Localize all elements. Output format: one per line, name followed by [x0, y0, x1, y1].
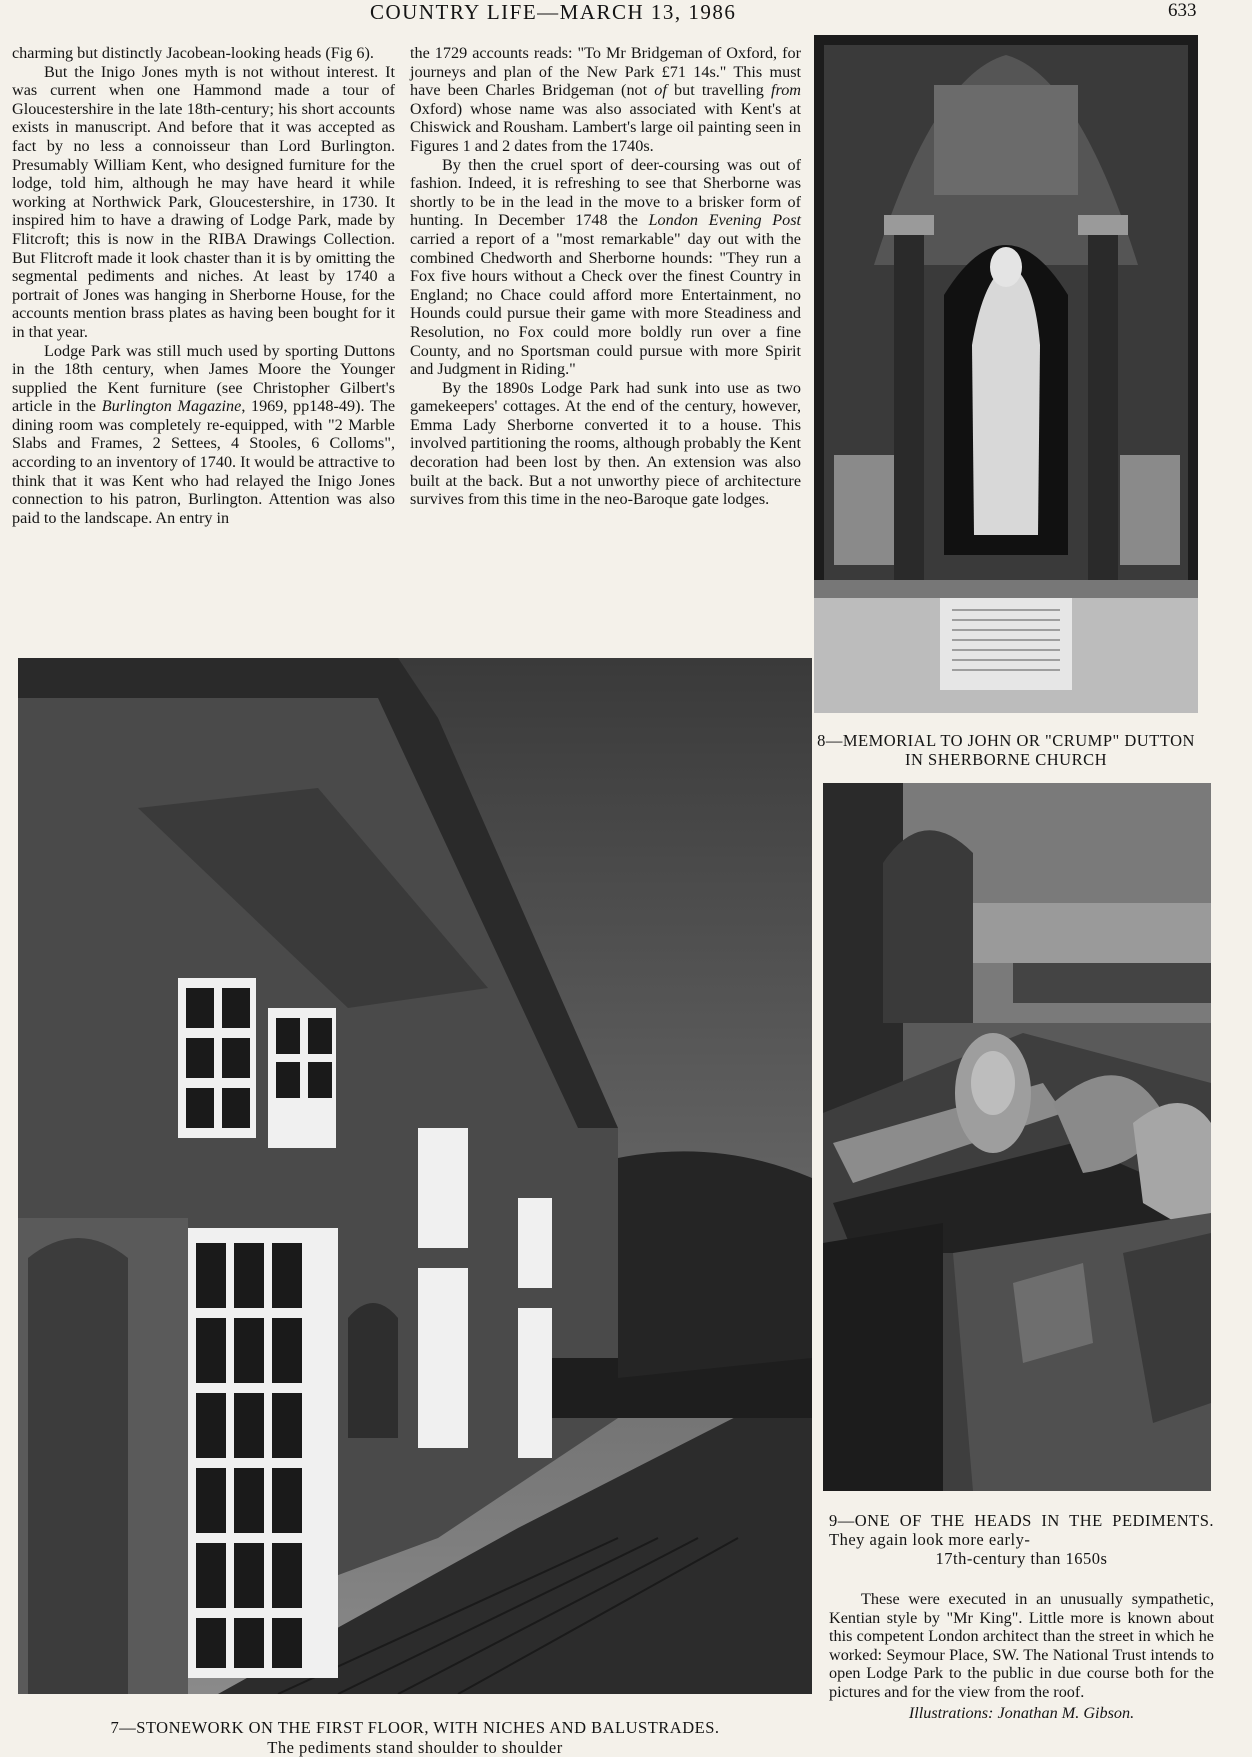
paragraph: By then the cruel sport of deer-coursing was out of fashion. Indeed, it is refreshing to see that Sherborne was shortly to be in the lead in the move to a brisker form of hunting. In December 1748 the London Evening Post carried a report of a "most remarkable" day out with the combined Chedworth and Sherborne hounds: "They run a Fox five hours without a Check over the finest Country in England; no Chace could afford more Entertainment, no Hounds could pursue their game with more Steadiness and Resolution, no Fox could more boldly run over a fine County, and no Sportsman could pursue with more Spirit and Judgment in Riding.": [410, 155, 801, 379]
figure-7-caption-line1: 7—STONEWORK ON THE FIRST FLOOR, WITH NICHES AND BALUSTRADES.: [110, 1718, 720, 1737]
memorial-illustration: [814, 35, 1198, 713]
memorial-photo: [814, 35, 1198, 713]
italic-title: London Evening Post: [648, 211, 801, 230]
paragraph: These were executed in an unusually sympathetic, Kentian style by "Mr King". Little more is known about this competent London architect than the street in which he worked: Seymour Place, SW. The National Trust intends to open Lodge Park to the public in due course both for the pictures and for the view from the roof.: [829, 1590, 1214, 1701]
text-column-1: [12, 44, 395, 527]
illustration-credit: Illustrations: Jonathan M. Gibson.: [908, 1703, 1135, 1722]
figure-8-caption: 8—MEMORIAL TO JOHN OR "CRUMP" DUTTON IN SHERBORNE CHURCH: [817, 731, 1195, 769]
figure-7-caption-line2: The pediments stand shoulder to shoulder: [267, 1738, 563, 1757]
text-column-3: [829, 1590, 1214, 1722]
running-header: [0, 0, 1252, 30]
figure-7-caption: [18, 1718, 812, 1757]
magazine-header-title: COUNTRY LIFE—MARCH 13, 1986: [370, 0, 737, 24]
paragraph: But the Inigo Jones myth is not without interest. It was current when one Hammond made a tour of Gloucestershire in the late 18th-century; his short accounts exists in manuscript. And before that it was accepted as fact by no less a connoisseur than Lord Burlington. Presumably William Kent, who designed furniture for the lodge, told him, although he may have heard it while working at Northwick Park, Gloucestershire, in 1730. It inspired him to have a drawing of Lodge Park, made by Flitcroft; this is now in the RIBA Drawings Collection. But Flitcroft made it look chaster than it is by omitting the segmental pediments and niches. At least by 1740 a portrait of Jones was hanging in Sherborne House, for the accounts mention brass plates as having been bought for it in that year.: [12, 62, 395, 341]
stonework-illustration: [18, 658, 812, 1694]
pediment-head-photo: [823, 783, 1211, 1491]
stonework-photo: [18, 658, 812, 1694]
italic-title: Burlington Magazine: [101, 397, 242, 416]
figure-9-caption-line2: 17th-century than 1650s: [935, 1549, 1108, 1568]
figure-9-caption-line1: 9—ONE OF THE HEADS IN THE PEDIMENTS. They again look more early-: [829, 1511, 1214, 1549]
paragraph: Lodge Park was still much used by sporting Duttons in the 18th century, when James Moore the Younger supplied the Kent furniture (see Christopher Gilbert's article in the Burlington Magazine, 1969, pp148-49). The dining room was completely re-equipped, with "2 Marble Slabs and Frames, 2 Settees, 4 Stooles, 6 Colloms", according to an inventory of 1740. It would be attractive to think that it was Kent who had relayed the Inigo Jones connection to his patron, Burlington. Attention was also paid to the landscape. An entry in: [12, 341, 396, 527]
paragraph: By the 1890s Lodge Park had sunk into use as two gamekeepers' cottages. At the end of the century, however, Emma Lady Sherborne converted it to a house. This involved partitioning the rooms, although probably the Kent decoration had been lost by then. An extension was also built at the back. But a not unworthy piece of architecture survives from this time in the neo-Baroque gate lodges.: [410, 378, 801, 509]
text-column-2: [410, 44, 801, 509]
page-number: 633: [1168, 0, 1197, 21]
paragraph: the 1729 accounts reads: "To Mr Bridgeman of Oxford, for journeys and plan of the New Park £71 14s." This must have been Charles Bridgeman (not of but travelling from Oxford) whose name was also associated with Kent's at Chiswick and Rousham. Lambert's large oil painting seen in Figures 1 and 2 dates from the 1740s.: [410, 44, 801, 155]
figure-9-caption: [829, 1511, 1214, 1568]
pediment-head-illustration: [823, 783, 1211, 1491]
paragraph: charming but distinctly Jacobean-looking heads (Fig 6).: [12, 44, 374, 62]
